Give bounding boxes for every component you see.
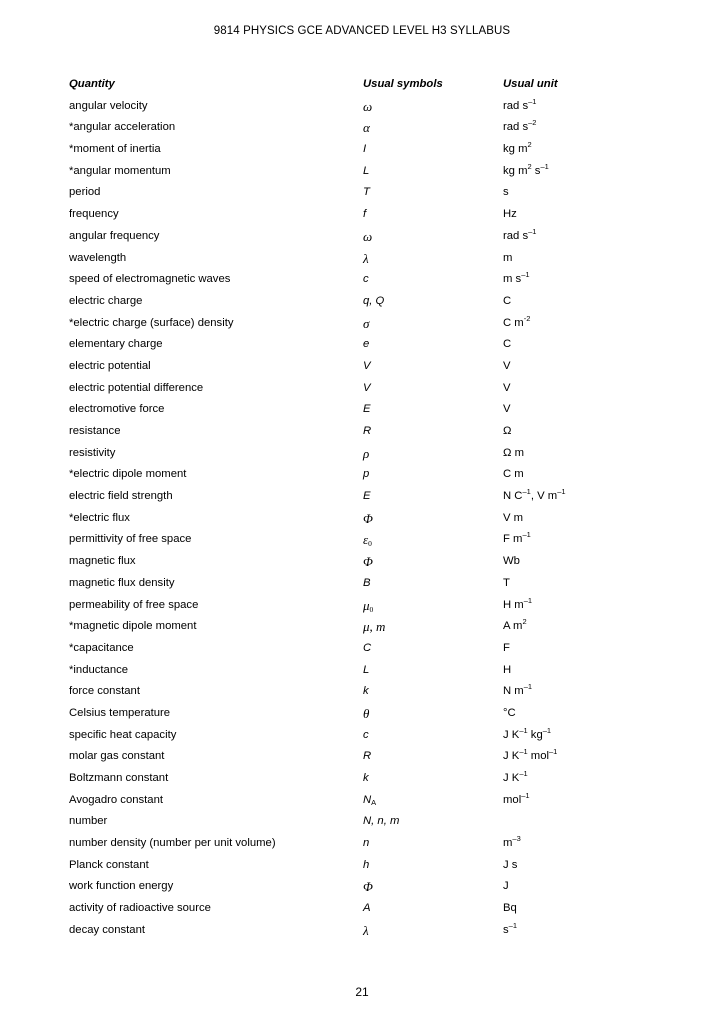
unit-text: J K bbox=[503, 728, 520, 741]
unit-cell bbox=[503, 876, 509, 898]
unit-text: T bbox=[503, 576, 510, 589]
symbol-text: A bbox=[363, 902, 371, 915]
symbol-text: L bbox=[363, 164, 370, 177]
table-row bbox=[69, 616, 669, 638]
quantity-cell: elementary charge bbox=[69, 338, 163, 351]
symbol-cell bbox=[363, 161, 369, 183]
unit-text: Bq bbox=[503, 902, 517, 915]
symbol-text: e bbox=[363, 338, 370, 351]
unit-exponent: –1 bbox=[519, 747, 528, 757]
table-row bbox=[69, 746, 669, 768]
unit-exponent: –1 bbox=[522, 530, 531, 540]
symbol-text: E bbox=[363, 490, 371, 503]
table-row bbox=[69, 117, 669, 139]
unit-cell bbox=[503, 681, 532, 703]
quantity-cell: period bbox=[69, 186, 101, 199]
unit-exponent: –1 bbox=[542, 725, 552, 735]
symbol-text: k bbox=[363, 685, 369, 698]
unit-text: V bbox=[503, 381, 511, 394]
table-header-row bbox=[69, 74, 669, 96]
unit-text: °C bbox=[503, 706, 516, 719]
unit-exponent: –1 bbox=[522, 487, 531, 497]
symbol-text: I bbox=[363, 143, 367, 156]
unit-cell bbox=[503, 855, 517, 877]
symbol-cell bbox=[363, 660, 369, 682]
unit-text: J K bbox=[503, 772, 520, 784]
unit-cell bbox=[503, 660, 511, 682]
unit-cell bbox=[503, 616, 527, 638]
table-row bbox=[69, 768, 669, 790]
quantity-cell: electric field strength bbox=[69, 490, 173, 503]
unit-text: C bbox=[503, 338, 512, 351]
unit-text: s bbox=[503, 186, 509, 199]
unit-exponent: –1 bbox=[521, 270, 530, 280]
symbol-cell bbox=[363, 182, 370, 204]
table-row bbox=[69, 573, 669, 595]
table-row bbox=[69, 486, 669, 508]
symbol-cell bbox=[363, 139, 366, 161]
unit-cell bbox=[503, 117, 536, 139]
unit-cell bbox=[503, 226, 536, 248]
symbol-cell bbox=[363, 464, 369, 486]
quantity-cell: *electric dipole moment bbox=[69, 468, 187, 481]
unit-text: kg m bbox=[503, 164, 528, 177]
quantity-cell: number bbox=[69, 815, 108, 828]
symbol-cell bbox=[363, 529, 372, 551]
symbol-text: N bbox=[363, 793, 372, 806]
table-row bbox=[69, 226, 669, 248]
unit-cell bbox=[503, 443, 524, 465]
symbol-cell bbox=[363, 725, 369, 747]
table-row bbox=[69, 399, 669, 421]
table-row bbox=[69, 96, 669, 118]
unit-text: J K bbox=[503, 750, 520, 763]
symbol-cell bbox=[363, 378, 371, 400]
quantity-cell: electromotive force bbox=[69, 403, 165, 416]
quantity-cell: Avogadro constant bbox=[69, 793, 163, 806]
symbol-cell bbox=[363, 356, 371, 378]
table-row bbox=[69, 421, 669, 443]
symbol-cell bbox=[363, 486, 371, 508]
quantity-cell: *angular acceleration bbox=[69, 121, 176, 134]
unit-exponent: –1 bbox=[528, 226, 537, 236]
table-row bbox=[69, 681, 669, 703]
page-number: 21 bbox=[355, 985, 369, 999]
unit-text: kg m bbox=[503, 143, 528, 156]
unit-cell bbox=[503, 573, 510, 595]
unit-exponent: –1 bbox=[549, 747, 558, 757]
symbol-cell bbox=[363, 920, 369, 942]
symbol-text: λ bbox=[363, 250, 369, 266]
symbol-cell bbox=[363, 399, 371, 421]
unit-cell bbox=[503, 833, 521, 855]
symbol-cell bbox=[363, 248, 369, 270]
unit-cell bbox=[503, 421, 511, 443]
unit-exponent: –1 bbox=[557, 487, 566, 497]
table-body bbox=[69, 96, 669, 942]
quantity-cell: permeability of free space bbox=[69, 598, 199, 611]
unit-exponent: –1 bbox=[519, 769, 528, 778]
unit-text: F bbox=[503, 641, 510, 654]
table-row bbox=[69, 920, 669, 942]
quantity-cell: Celsius temperature bbox=[69, 706, 171, 719]
symbol-cell bbox=[363, 117, 370, 139]
symbol-text: E bbox=[363, 403, 371, 416]
unit-cell bbox=[503, 529, 531, 551]
quantity-cell: speed of electromagnetic waves bbox=[69, 273, 231, 286]
quantity-cell: force constant bbox=[69, 685, 140, 698]
table-row bbox=[69, 182, 669, 204]
quantity-cell: permittivity of free space bbox=[69, 533, 192, 546]
symbol-cell bbox=[363, 508, 373, 530]
table-row bbox=[69, 356, 669, 378]
table-row bbox=[69, 595, 669, 617]
unit-text: s bbox=[503, 923, 509, 936]
quantity-cell: resistivity bbox=[69, 446, 116, 459]
table-row bbox=[69, 248, 669, 270]
unit-text: C m bbox=[503, 468, 524, 481]
unit-cell bbox=[503, 464, 524, 486]
table-row bbox=[69, 833, 669, 855]
symbol-subscript: 0 bbox=[369, 604, 374, 614]
unit-text: rad s bbox=[503, 121, 529, 134]
unit-cell bbox=[503, 920, 517, 942]
table-row bbox=[69, 378, 669, 400]
table-row bbox=[69, 703, 669, 725]
symbol-cell bbox=[363, 204, 366, 226]
quantity-cell: *capacitance bbox=[69, 641, 134, 654]
symbol-text: θ bbox=[363, 705, 370, 721]
symbol-text: n bbox=[363, 837, 370, 850]
quantity-cell: magnetic flux bbox=[69, 555, 136, 568]
unit-text: mol bbox=[503, 793, 522, 806]
symbol-text: ε bbox=[363, 532, 369, 548]
symbol-text: L bbox=[363, 663, 370, 676]
quantity-cell: *electric flux bbox=[69, 511, 130, 524]
unit-cell bbox=[503, 551, 520, 573]
table-row bbox=[69, 529, 669, 551]
quantity-cell: resistance bbox=[69, 425, 121, 437]
unit-cell bbox=[503, 96, 536, 118]
unit-text: m bbox=[503, 837, 513, 850]
symbol-text: ω bbox=[363, 228, 373, 244]
unit-exponent: -2 bbox=[523, 313, 531, 323]
quantity-cell: work function energy bbox=[69, 880, 174, 893]
table-row bbox=[69, 161, 669, 183]
quantity-cell: electric charge bbox=[69, 294, 143, 307]
unit-text: H m bbox=[503, 598, 524, 611]
symbol-cell bbox=[363, 313, 369, 335]
quantity-cell: specific heat capacity bbox=[69, 728, 177, 741]
symbol-text: ω bbox=[363, 98, 373, 114]
symbol-cell bbox=[363, 573, 371, 595]
table-row bbox=[69, 876, 669, 898]
column-header-quantity: Quantity bbox=[69, 78, 115, 90]
symbols-units-table bbox=[69, 74, 669, 942]
table-row bbox=[69, 508, 669, 530]
unit-cell bbox=[503, 356, 511, 378]
quantity-cell: magnetic flux density bbox=[69, 576, 175, 589]
unit-text: C m bbox=[503, 316, 524, 329]
symbol-cell bbox=[363, 226, 372, 248]
unit-cell bbox=[503, 486, 566, 508]
unit-text: C bbox=[503, 294, 512, 307]
unit-cell bbox=[503, 898, 517, 920]
symbol-cell bbox=[363, 616, 385, 638]
unit-text: V m bbox=[503, 511, 524, 524]
unit-text: mol bbox=[527, 750, 550, 763]
unit-cell bbox=[503, 399, 511, 421]
unit-exponent: 2 bbox=[522, 617, 527, 627]
unit-exponent: 2 bbox=[527, 161, 532, 171]
unit-text: V bbox=[503, 359, 511, 372]
unit-text: m bbox=[503, 251, 513, 264]
symbol-cell bbox=[363, 855, 369, 877]
unit-cell bbox=[503, 746, 557, 768]
unit-text: , V m bbox=[530, 490, 558, 503]
symbol-cell bbox=[363, 811, 399, 833]
symbol-subscript: A bbox=[371, 797, 377, 807]
symbol-cell bbox=[363, 790, 376, 812]
symbol-cell bbox=[363, 876, 373, 898]
symbol-text: Φ bbox=[363, 879, 373, 895]
symbol-subscript: 0 bbox=[368, 539, 372, 549]
symbol-text: V bbox=[363, 359, 371, 372]
symbol-cell bbox=[363, 703, 369, 725]
unit-text: rad s bbox=[503, 99, 529, 112]
unit-exponent: –1 bbox=[523, 682, 533, 692]
symbol-text: k bbox=[363, 772, 369, 784]
unit-text: A m bbox=[503, 620, 523, 633]
symbol-cell bbox=[363, 551, 373, 573]
quantity-cell: wavelength bbox=[69, 251, 127, 264]
unit-cell bbox=[503, 508, 523, 530]
unit-cell bbox=[503, 703, 516, 725]
quantity-cell: *angular momentum bbox=[69, 164, 171, 177]
unit-text: N m bbox=[503, 685, 524, 698]
unit-cell bbox=[503, 161, 549, 183]
symbol-cell bbox=[363, 898, 371, 920]
page-header: 9814 PHYSICS GCE ADVANCED LEVEL H3 SYLLABUS bbox=[213, 25, 511, 37]
unit-cell bbox=[503, 790, 530, 812]
unit-cell bbox=[503, 768, 528, 790]
unit-exponent: –1 bbox=[523, 595, 533, 605]
symbol-text: C bbox=[363, 641, 372, 654]
symbol-text: μ, m bbox=[363, 619, 386, 635]
symbol-cell bbox=[363, 768, 369, 790]
symbol-text: α bbox=[363, 120, 370, 136]
unit-cell bbox=[503, 248, 512, 270]
unit-exponent: –3 bbox=[512, 834, 521, 844]
unit-cell bbox=[503, 334, 511, 356]
symbol-cell bbox=[363, 681, 369, 703]
symbol-text: N, n, m bbox=[363, 815, 400, 828]
table-row bbox=[69, 898, 669, 920]
table-row bbox=[69, 334, 669, 356]
unit-exponent: 2 bbox=[527, 140, 532, 150]
unit-text: rad s bbox=[503, 229, 529, 242]
table-row bbox=[69, 204, 669, 226]
quantity-cell: number density (number per unit volume) bbox=[69, 837, 276, 850]
unit-text: Ω bbox=[503, 425, 512, 437]
table-row bbox=[69, 313, 669, 335]
column-header-unit: Usual unit bbox=[503, 78, 558, 90]
table-row bbox=[69, 551, 669, 573]
symbol-text: c bbox=[363, 273, 369, 286]
table-row bbox=[69, 139, 669, 161]
symbol-text: ρ bbox=[363, 445, 370, 461]
symbol-text: R bbox=[363, 425, 372, 437]
quantity-cell: angular frequency bbox=[69, 229, 160, 242]
symbol-cell bbox=[363, 334, 369, 356]
quantity-cell: electric potential bbox=[69, 359, 151, 372]
quantity-cell: decay constant bbox=[69, 923, 145, 936]
quantity-cell: *moment of inertia bbox=[69, 143, 161, 156]
unit-text: V bbox=[503, 403, 511, 416]
table-row bbox=[69, 811, 669, 833]
table-row bbox=[69, 638, 669, 660]
unit-cell bbox=[503, 291, 511, 313]
unit-text: H bbox=[503, 663, 512, 676]
unit-exponent: –1 bbox=[519, 725, 528, 735]
symbol-cell bbox=[363, 746, 371, 768]
symbol-text: p bbox=[363, 468, 370, 481]
table-row bbox=[69, 855, 669, 877]
unit-text: F m bbox=[503, 533, 523, 546]
symbol-text: h bbox=[363, 858, 370, 871]
unit-cell bbox=[503, 313, 530, 335]
unit-text: N C bbox=[503, 490, 523, 503]
unit-text: Ω m bbox=[503, 446, 524, 459]
column-header-symbols: Usual symbols bbox=[363, 78, 443, 90]
table-row bbox=[69, 443, 669, 465]
unit-cell bbox=[503, 182, 509, 204]
symbol-text: c bbox=[363, 728, 369, 741]
symbol-cell bbox=[363, 833, 369, 855]
symbol-cell bbox=[363, 595, 373, 617]
symbol-text: Φ bbox=[363, 510, 373, 526]
unit-cell bbox=[503, 638, 510, 660]
symbol-text: R bbox=[363, 750, 372, 763]
quantity-cell: *inductance bbox=[69, 663, 129, 676]
unit-cell bbox=[503, 378, 511, 400]
symbol-cell bbox=[363, 291, 384, 313]
symbol-text: V bbox=[363, 381, 371, 394]
symbol-text: σ bbox=[363, 315, 370, 331]
unit-cell bbox=[503, 204, 517, 226]
symbol-text: f bbox=[363, 208, 367, 221]
table-row bbox=[69, 291, 669, 313]
table-row bbox=[69, 790, 669, 812]
unit-text: J s bbox=[503, 858, 518, 871]
unit-cell bbox=[503, 595, 532, 617]
unit-text: m s bbox=[503, 273, 522, 286]
table-row bbox=[69, 464, 669, 486]
unit-cell bbox=[503, 269, 530, 291]
symbol-text: B bbox=[363, 576, 371, 589]
unit-exponent: –1 bbox=[521, 790, 530, 800]
quantity-cell: angular velocity bbox=[69, 99, 148, 112]
quantity-cell: *electric charge (surface) density bbox=[69, 316, 234, 329]
quantity-cell: *magnetic dipole moment bbox=[69, 620, 197, 633]
symbol-text: q, Q bbox=[363, 294, 385, 307]
symbol-cell bbox=[363, 421, 371, 443]
symbol-text: λ bbox=[363, 922, 369, 938]
table-row bbox=[69, 725, 669, 747]
quantity-cell: activity of radioactive source bbox=[69, 902, 211, 915]
unit-text: Hz bbox=[503, 208, 517, 221]
quantity-cell: molar gas constant bbox=[69, 750, 165, 763]
unit-text: J bbox=[503, 880, 509, 893]
unit-text: kg bbox=[527, 728, 543, 741]
unit-exponent: –1 bbox=[540, 161, 549, 171]
unit-exponent: –1 bbox=[508, 920, 517, 930]
symbol-text: μ bbox=[363, 597, 370, 613]
unit-exponent: –1 bbox=[528, 96, 537, 106]
symbol-cell bbox=[363, 638, 371, 660]
quantity-cell: electric potential difference bbox=[69, 381, 204, 394]
quantity-cell: Boltzmann constant bbox=[69, 772, 169, 784]
symbol-cell bbox=[363, 443, 369, 465]
quantity-cell: frequency bbox=[69, 208, 119, 221]
unit-cell bbox=[503, 725, 551, 747]
symbol-cell bbox=[363, 96, 372, 118]
symbol-text: T bbox=[363, 186, 370, 199]
table-row bbox=[69, 660, 669, 682]
symbol-cell bbox=[363, 269, 369, 291]
unit-text: s bbox=[531, 164, 541, 177]
quantity-cell: Planck constant bbox=[69, 858, 149, 871]
symbol-text: Φ bbox=[363, 554, 373, 570]
unit-text: Wb bbox=[503, 555, 520, 568]
unit-exponent: –2 bbox=[528, 118, 537, 128]
unit-cell bbox=[503, 139, 532, 161]
table-row bbox=[69, 269, 669, 291]
